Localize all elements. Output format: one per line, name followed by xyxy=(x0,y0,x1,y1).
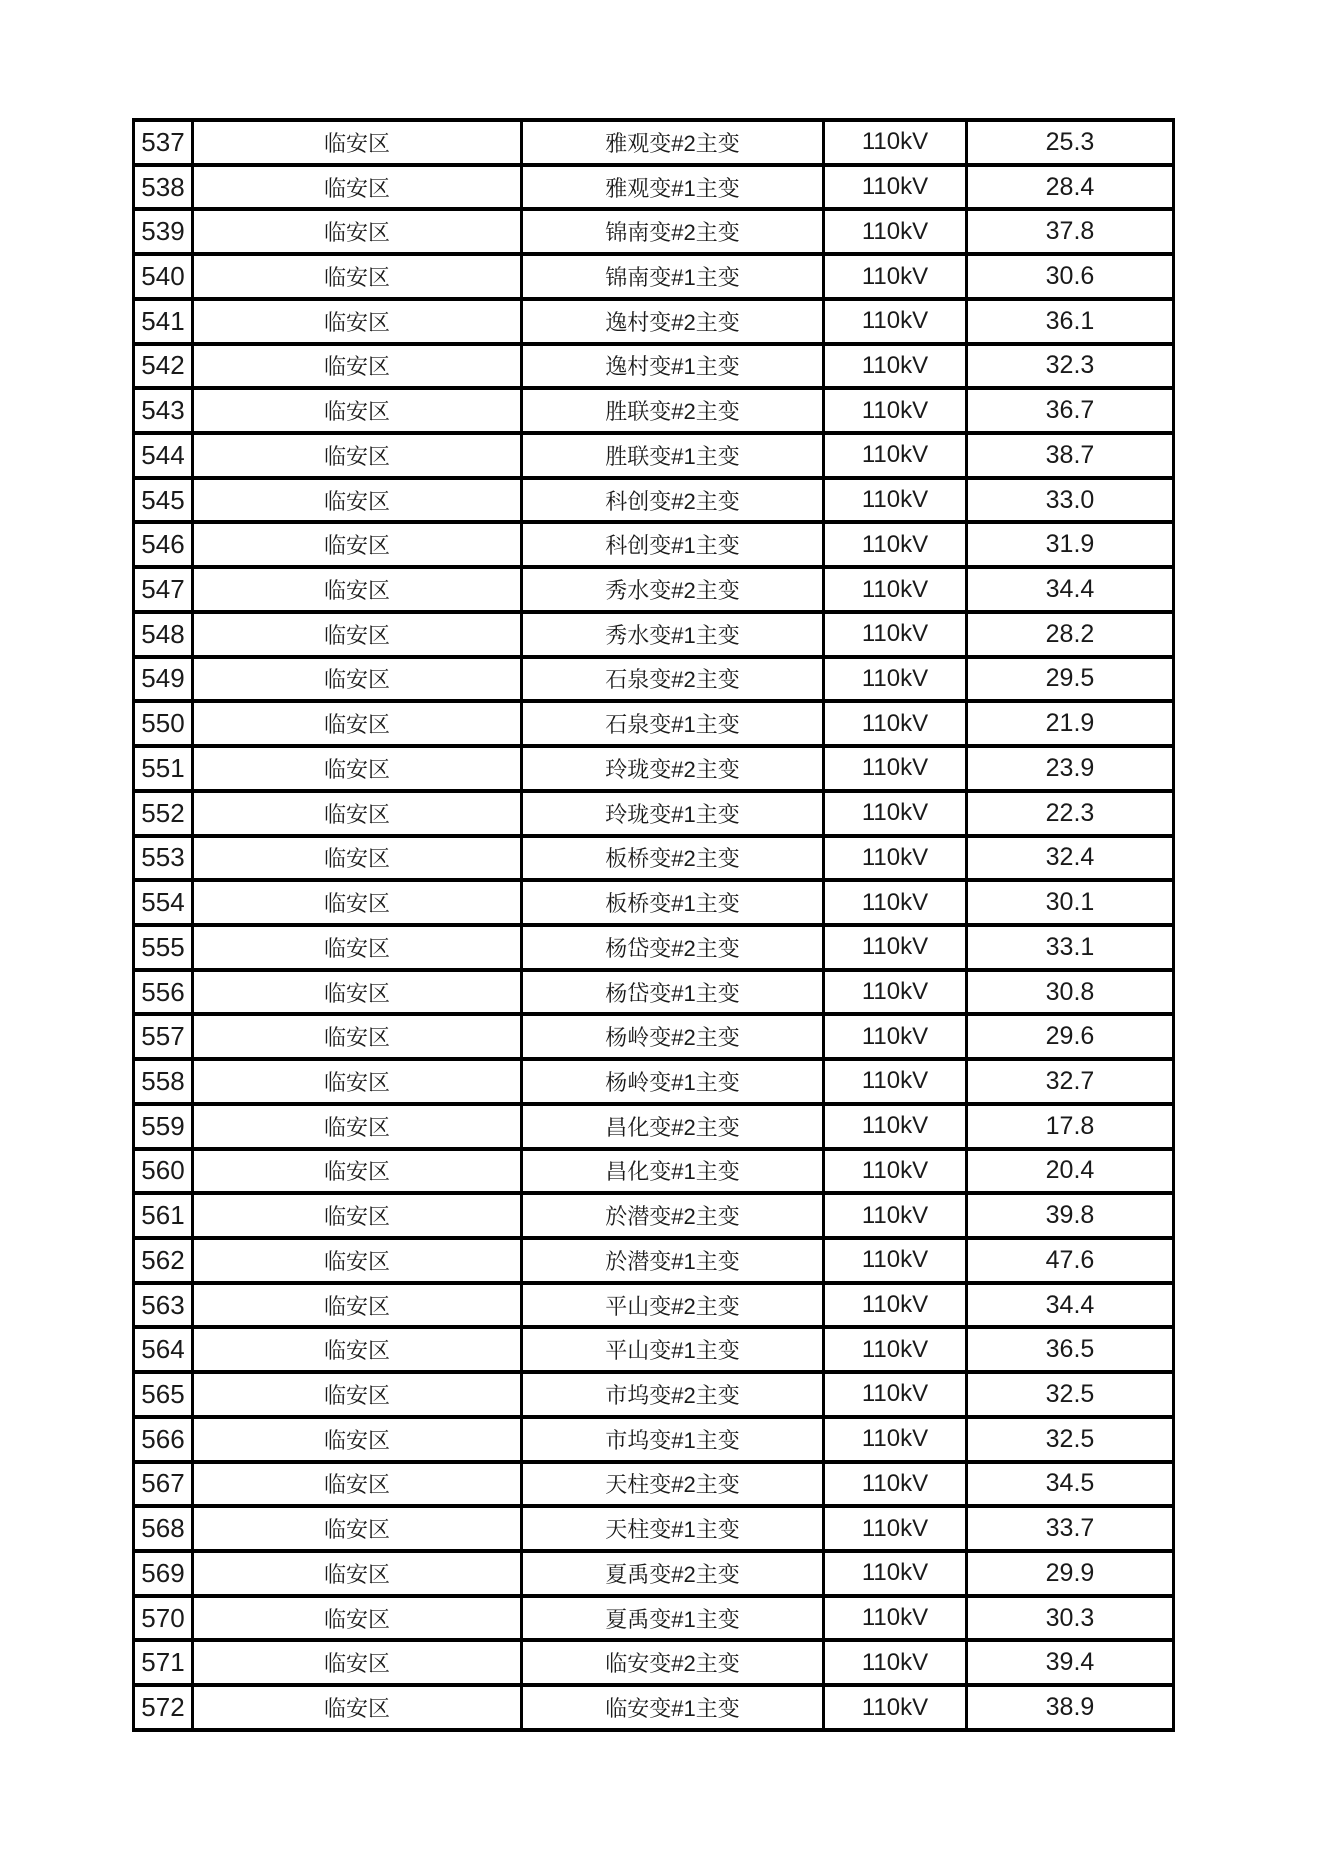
cell-transformer: 石泉变#1主变 xyxy=(522,701,824,746)
cell-district: 临安区 xyxy=(193,165,522,210)
table-row xyxy=(134,1327,1174,1372)
cell-no: 565 xyxy=(134,1372,193,1417)
cell-voltage: 110kV xyxy=(824,1462,967,1507)
cell-load-rate: 32.5 xyxy=(967,1417,1174,1462)
cell-district: 临安区 xyxy=(193,522,522,567)
cell-district: 临安区 xyxy=(193,925,522,970)
cell-no: 540 xyxy=(134,254,193,299)
cell-voltage: 110kV xyxy=(824,791,967,836)
cell-district: 临安区 xyxy=(193,701,522,746)
cell-no: 548 xyxy=(134,612,193,657)
cell-district: 临安区 xyxy=(193,746,522,791)
cell-no: 567 xyxy=(134,1462,193,1507)
cell-load-rate: 33.0 xyxy=(967,478,1174,523)
table-row xyxy=(134,433,1174,478)
cell-no: 560 xyxy=(134,1149,193,1194)
cell-voltage: 110kV xyxy=(824,1238,967,1283)
cell-load-rate: 29.5 xyxy=(967,657,1174,702)
cell-transformer: 於潜变#2主变 xyxy=(522,1193,824,1238)
cell-voltage: 110kV xyxy=(824,1506,967,1551)
table-row xyxy=(134,925,1174,970)
cell-load-rate: 38.9 xyxy=(967,1685,1174,1730)
cell-district: 临安区 xyxy=(193,1327,522,1372)
cell-voltage: 110kV xyxy=(824,701,967,746)
cell-transformer: 逸村变#2主变 xyxy=(522,299,824,344)
cell-voltage: 110kV xyxy=(824,880,967,925)
cell-voltage: 110kV xyxy=(824,433,967,478)
cell-transformer: 天柱变#1主变 xyxy=(522,1506,824,1551)
cell-district: 临安区 xyxy=(193,209,522,254)
cell-district: 临安区 xyxy=(193,970,522,1015)
cell-no: 543 xyxy=(134,388,193,433)
cell-transformer: 临安变#2主变 xyxy=(522,1640,824,1685)
table-row xyxy=(134,791,1174,836)
cell-district: 临安区 xyxy=(193,880,522,925)
cell-no: 559 xyxy=(134,1104,193,1149)
cell-load-rate: 28.2 xyxy=(967,612,1174,657)
table-row xyxy=(134,1014,1174,1059)
cell-district: 临安区 xyxy=(193,1685,522,1730)
cell-district: 临安区 xyxy=(193,433,522,478)
cell-district: 临安区 xyxy=(193,1193,522,1238)
cell-district: 临安区 xyxy=(193,120,522,165)
cell-no: 544 xyxy=(134,433,193,478)
cell-district: 临安区 xyxy=(193,567,522,612)
cell-voltage: 110kV xyxy=(824,1193,967,1238)
table-row xyxy=(134,344,1174,389)
cell-voltage: 110kV xyxy=(824,1551,967,1596)
cell-no: 538 xyxy=(134,165,193,210)
cell-load-rate: 36.1 xyxy=(967,299,1174,344)
cell-transformer: 杨岭变#2主变 xyxy=(522,1014,824,1059)
cell-district: 临安区 xyxy=(193,1551,522,1596)
cell-transformer: 石泉变#2主变 xyxy=(522,657,824,702)
cell-transformer: 雅观变#1主变 xyxy=(522,165,824,210)
cell-voltage: 110kV xyxy=(824,1149,967,1194)
cell-voltage: 110kV xyxy=(824,746,967,791)
table-row xyxy=(134,657,1174,702)
cell-voltage: 110kV xyxy=(824,522,967,567)
cell-district: 临安区 xyxy=(193,1238,522,1283)
cell-district: 临安区 xyxy=(193,1506,522,1551)
cell-load-rate: 31.9 xyxy=(967,522,1174,567)
cell-voltage: 110kV xyxy=(824,1104,967,1149)
table-row xyxy=(134,120,1174,165)
cell-district: 临安区 xyxy=(193,657,522,702)
cell-load-rate: 38.7 xyxy=(967,433,1174,478)
cell-transformer: 锦南变#1主变 xyxy=(522,254,824,299)
table-row xyxy=(134,701,1174,746)
cell-transformer: 玲珑变#2主变 xyxy=(522,746,824,791)
cell-district: 临安区 xyxy=(193,836,522,881)
cell-district: 临安区 xyxy=(193,612,522,657)
cell-transformer: 科创变#2主变 xyxy=(522,478,824,523)
cell-district: 临安区 xyxy=(193,344,522,389)
cell-transformer: 平山变#1主变 xyxy=(522,1327,824,1372)
cell-voltage: 110kV xyxy=(824,1417,967,1462)
table-row xyxy=(134,254,1174,299)
cell-transformer: 市坞变#2主变 xyxy=(522,1372,824,1417)
cell-load-rate: 34.4 xyxy=(967,1283,1174,1328)
cell-load-rate: 30.3 xyxy=(967,1596,1174,1641)
cell-transformer: 板桥变#2主变 xyxy=(522,836,824,881)
cell-no: 549 xyxy=(134,657,193,702)
cell-district: 临安区 xyxy=(193,1014,522,1059)
table-row xyxy=(134,1551,1174,1596)
table-row xyxy=(134,1685,1174,1730)
cell-load-rate: 34.5 xyxy=(967,1462,1174,1507)
cell-voltage: 110kV xyxy=(824,567,967,612)
table-row xyxy=(134,880,1174,925)
cell-voltage: 110kV xyxy=(824,836,967,881)
table-row xyxy=(134,746,1174,791)
cell-no: 552 xyxy=(134,791,193,836)
table-row xyxy=(134,970,1174,1015)
cell-load-rate: 47.6 xyxy=(967,1238,1174,1283)
cell-load-rate: 29.6 xyxy=(967,1014,1174,1059)
cell-no: 547 xyxy=(134,567,193,612)
cell-voltage: 110kV xyxy=(824,1014,967,1059)
cell-no: 539 xyxy=(134,209,193,254)
cell-transformer: 逸村变#1主变 xyxy=(522,344,824,389)
table-row xyxy=(134,209,1174,254)
cell-no: 571 xyxy=(134,1640,193,1685)
cell-no: 541 xyxy=(134,299,193,344)
table-body xyxy=(134,120,1174,1730)
cell-load-rate: 25.3 xyxy=(967,120,1174,165)
cell-load-rate: 30.1 xyxy=(967,880,1174,925)
cell-voltage: 110kV xyxy=(824,120,967,165)
cell-district: 临安区 xyxy=(193,1059,522,1104)
table-row xyxy=(134,1238,1174,1283)
cell-no: 557 xyxy=(134,1014,193,1059)
cell-voltage: 110kV xyxy=(824,1596,967,1641)
cell-load-rate: 33.7 xyxy=(967,1506,1174,1551)
cell-load-rate: 21.9 xyxy=(967,701,1174,746)
cell-transformer: 临安变#1主变 xyxy=(522,1685,824,1730)
cell-load-rate: 30.8 xyxy=(967,970,1174,1015)
cell-load-rate: 28.4 xyxy=(967,165,1174,210)
cell-transformer: 秀水变#1主变 xyxy=(522,612,824,657)
cell-no: 545 xyxy=(134,478,193,523)
cell-load-rate: 32.3 xyxy=(967,344,1174,389)
cell-load-rate: 17.8 xyxy=(967,1104,1174,1149)
cell-no: 554 xyxy=(134,880,193,925)
cell-transformer: 於潜变#1主变 xyxy=(522,1238,824,1283)
cell-transformer: 杨岱变#1主变 xyxy=(522,970,824,1015)
table-row xyxy=(134,1506,1174,1551)
cell-load-rate: 29.9 xyxy=(967,1551,1174,1596)
cell-transformer: 锦南变#2主变 xyxy=(522,209,824,254)
cell-district: 临安区 xyxy=(193,299,522,344)
cell-voltage: 110kV xyxy=(824,1685,967,1730)
cell-voltage: 110kV xyxy=(824,1059,967,1104)
cell-district: 临安区 xyxy=(193,791,522,836)
cell-district: 临安区 xyxy=(193,478,522,523)
cell-voltage: 110kV xyxy=(824,344,967,389)
cell-load-rate: 32.7 xyxy=(967,1059,1174,1104)
table-row xyxy=(134,388,1174,433)
table-row xyxy=(134,522,1174,567)
cell-load-rate: 36.5 xyxy=(967,1327,1174,1372)
cell-no: 561 xyxy=(134,1193,193,1238)
cell-district: 临安区 xyxy=(193,388,522,433)
cell-no: 563 xyxy=(134,1283,193,1328)
cell-district: 临安区 xyxy=(193,1417,522,1462)
cell-no: 564 xyxy=(134,1327,193,1372)
cell-voltage: 110kV xyxy=(824,657,967,702)
cell-voltage: 110kV xyxy=(824,209,967,254)
cell-no: 555 xyxy=(134,925,193,970)
cell-no: 569 xyxy=(134,1551,193,1596)
cell-district: 临安区 xyxy=(193,1372,522,1417)
cell-no: 546 xyxy=(134,522,193,567)
cell-voltage: 110kV xyxy=(824,388,967,433)
cell-no: 562 xyxy=(134,1238,193,1283)
cell-transformer: 市坞变#1主变 xyxy=(522,1417,824,1462)
table-row xyxy=(134,567,1174,612)
cell-no: 558 xyxy=(134,1059,193,1104)
cell-no: 568 xyxy=(134,1506,193,1551)
cell-transformer: 板桥变#1主变 xyxy=(522,880,824,925)
cell-load-rate: 32.4 xyxy=(967,836,1174,881)
table-row xyxy=(134,478,1174,523)
cell-transformer: 昌化变#1主变 xyxy=(522,1149,824,1194)
table-row xyxy=(134,1059,1174,1104)
cell-voltage: 110kV xyxy=(824,478,967,523)
cell-transformer: 胜联变#2主变 xyxy=(522,388,824,433)
cell-transformer: 秀水变#2主变 xyxy=(522,567,824,612)
table-row xyxy=(134,1193,1174,1238)
table-row xyxy=(134,1462,1174,1507)
cell-transformer: 天柱变#2主变 xyxy=(522,1462,824,1507)
cell-district: 临安区 xyxy=(193,1462,522,1507)
cell-no: 570 xyxy=(134,1596,193,1641)
cell-voltage: 110kV xyxy=(824,925,967,970)
cell-load-rate: 20.4 xyxy=(967,1149,1174,1194)
cell-district: 临安区 xyxy=(193,1640,522,1685)
table-row xyxy=(134,1149,1174,1194)
cell-transformer: 夏禹变#2主变 xyxy=(522,1551,824,1596)
cell-load-rate: 39.8 xyxy=(967,1193,1174,1238)
cell-voltage: 110kV xyxy=(824,1327,967,1372)
table-row xyxy=(134,1417,1174,1462)
cell-district: 临安区 xyxy=(193,254,522,299)
cell-no: 566 xyxy=(134,1417,193,1462)
cell-district: 临安区 xyxy=(193,1104,522,1149)
table-row xyxy=(134,1640,1174,1685)
cell-transformer: 夏禹变#1主变 xyxy=(522,1596,824,1641)
cell-transformer: 平山变#2主变 xyxy=(522,1283,824,1328)
cell-transformer: 科创变#1主变 xyxy=(522,522,824,567)
cell-load-rate: 34.4 xyxy=(967,567,1174,612)
table-row xyxy=(134,165,1174,210)
cell-voltage: 110kV xyxy=(824,612,967,657)
table-row xyxy=(134,1596,1174,1641)
cell-no: 556 xyxy=(134,970,193,1015)
cell-no: 572 xyxy=(134,1685,193,1730)
table-row xyxy=(134,612,1174,657)
cell-no: 542 xyxy=(134,344,193,389)
cell-load-rate: 30.6 xyxy=(967,254,1174,299)
cell-load-rate: 36.7 xyxy=(967,388,1174,433)
cell-voltage: 110kV xyxy=(824,254,967,299)
table-row xyxy=(134,836,1174,881)
cell-transformer: 玲珑变#1主变 xyxy=(522,791,824,836)
cell-voltage: 110kV xyxy=(824,165,967,210)
cell-no: 550 xyxy=(134,701,193,746)
cell-transformer: 胜联变#1主变 xyxy=(522,433,824,478)
cell-district: 临安区 xyxy=(193,1596,522,1641)
cell-voltage: 110kV xyxy=(824,970,967,1015)
cell-voltage: 110kV xyxy=(824,1372,967,1417)
cell-load-rate: 32.5 xyxy=(967,1372,1174,1417)
cell-no: 553 xyxy=(134,836,193,881)
cell-voltage: 110kV xyxy=(824,1640,967,1685)
cell-load-rate: 39.4 xyxy=(967,1640,1174,1685)
table-row xyxy=(134,1283,1174,1328)
cell-load-rate: 37.8 xyxy=(967,209,1174,254)
cell-transformer: 杨岭变#1主变 xyxy=(522,1059,824,1104)
cell-no: 537 xyxy=(134,120,193,165)
cell-transformer: 杨岱变#2主变 xyxy=(522,925,824,970)
cell-load-rate: 22.3 xyxy=(967,791,1174,836)
cell-voltage: 110kV xyxy=(824,1283,967,1328)
table-row xyxy=(134,299,1174,344)
cell-load-rate: 33.1 xyxy=(967,925,1174,970)
cell-district: 临安区 xyxy=(193,1149,522,1194)
cell-load-rate: 23.9 xyxy=(967,746,1174,791)
cell-transformer: 雅观变#2主变 xyxy=(522,120,824,165)
cell-transformer: 昌化变#2主变 xyxy=(522,1104,824,1149)
table-row xyxy=(134,1104,1174,1149)
transformer-load-table xyxy=(132,118,1175,1732)
cell-district: 临安区 xyxy=(193,1283,522,1328)
cell-voltage: 110kV xyxy=(824,299,967,344)
cell-no: 551 xyxy=(134,746,193,791)
table-row xyxy=(134,1372,1174,1417)
